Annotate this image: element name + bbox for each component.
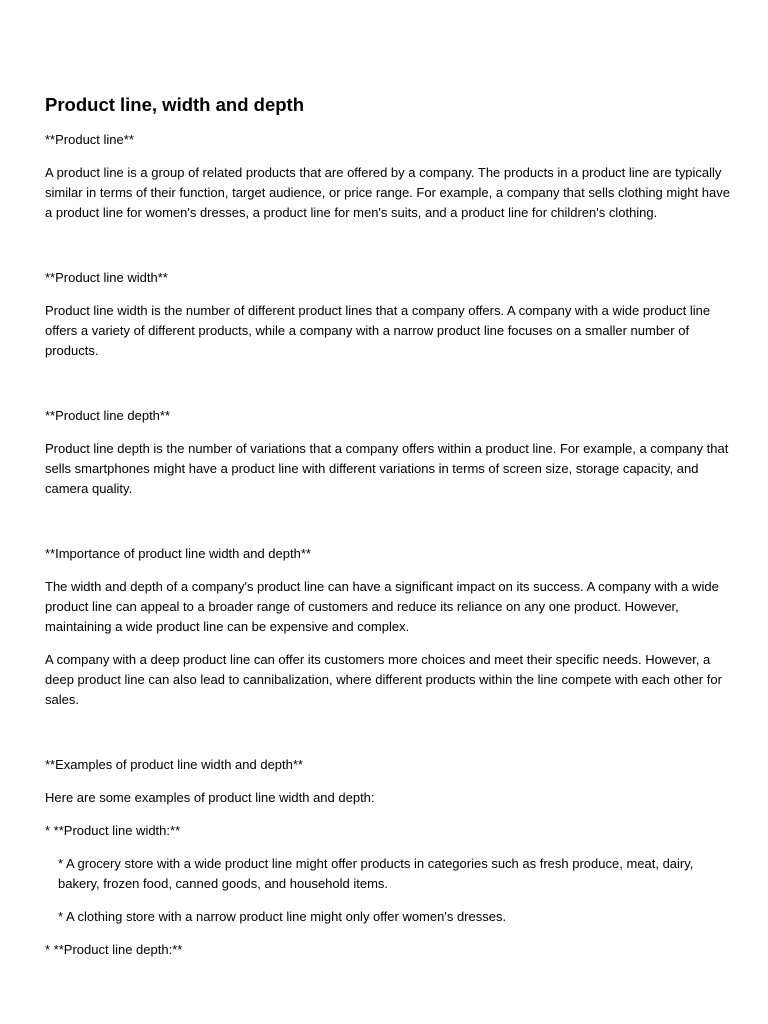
paragraph-importance-width: The width and depth of a company's product line can have a significant impact on its success. A company with a wide product line can appeal to a broader range of customers and reduce its reliance on any one product. However, maintaining a wide product line can be expensive and complex. [45,579,719,634]
list-item-clothing-store: * A clothing store with a narrow product line might only offer women's dresses. [58,909,507,924]
paragraph-product-line-depth: Product line depth is the number of variations that a company offers within a product line. For example, a company that sells smartphones might have a product line with different variations in terms of screen size, storage capacity, and camera quality. [45,441,729,496]
section-heading-product-line-depth: **Product line depth** [45,408,171,423]
document-title: Product line, width and depth [45,94,304,115]
list-item-width-heading: * **Product line width:** [45,823,181,838]
list-item-depth-heading: * **Product line depth:** [45,942,183,957]
list-item-grocery-store: * A grocery store with a wide product line might offer products in categories such as fresh produce, meat, dairy, bakery, frozen food, canned goods, and household items. [58,856,694,891]
section-heading-product-line-width: **Product line width** [45,270,168,285]
document-page [45,92,735,960]
section-heading-product-line: **Product line** [45,132,134,147]
paragraph-product-line-definition: A product line is a group of related products that are offered by a company. The products in a product line are typically similar in terms of their function, target audience, or price range. For example, a company that sells clothing might have a product line for women's dresses, a product line for men's suits, and a product line for children's clothing. [45,165,730,220]
paragraph-importance-depth: A company with a deep product line can offer its customers more choices and meet their specific needs. However, a deep product line can also lead to cannibalization, where different products within the line compete with each other for sales. [45,652,722,707]
paragraph-examples-intro: Here are some examples of product line width and depth: [45,790,375,805]
paragraph-product-line-width: Product line width is the number of different product lines that a company offers. A company with a wide product line offers a variety of different products, while a company with a narrow product line focuses on a smaller number of products. [45,303,711,358]
section-heading-examples: **Examples of product line width and depth** [45,757,303,772]
section-heading-importance: **Importance of product line width and depth** [45,546,311,561]
